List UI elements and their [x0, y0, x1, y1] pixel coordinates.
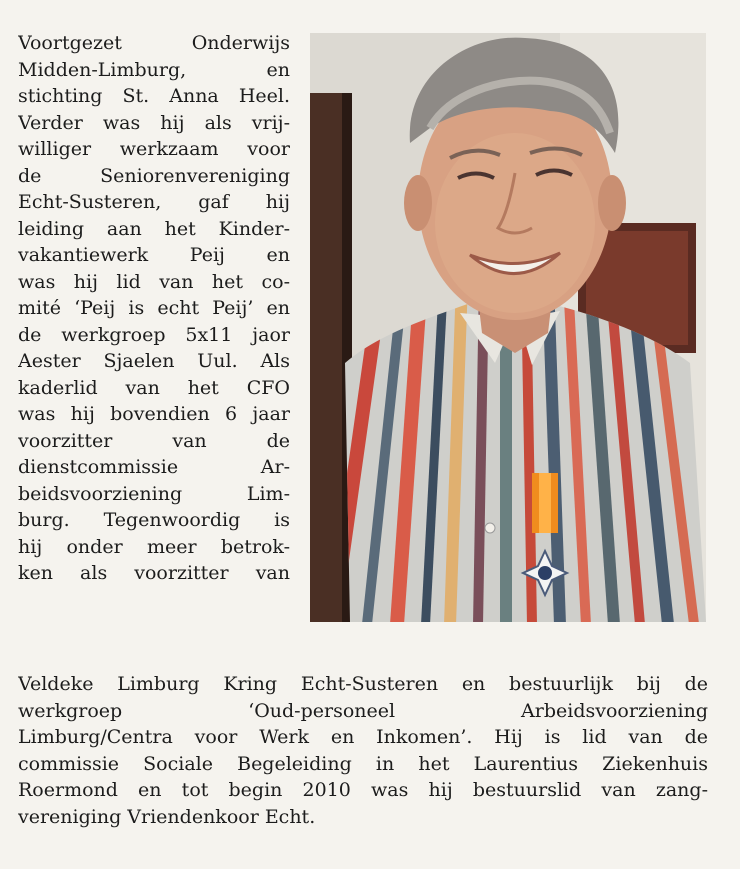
- text-line: commissie Sociale Begeleiding in het Laurentius Ziekenhuis: [18, 752, 708, 775]
- text-line: williger werkzaam voor: [18, 138, 290, 160]
- text-line: vereniging Vriendenkoor Echt.: [18, 805, 316, 828]
- portrait-photo: [310, 33, 706, 622]
- text-line: beidsvoorziening Lim-: [18, 482, 290, 505]
- text-line: werkgroep ‘Oud-personeel Arbeidsvoorziening: [18, 699, 708, 722]
- text-line: Roermond en tot begin 2010 was hij bestuurslid van zang-: [18, 779, 708, 801]
- text-line: ken als voorzitter van: [18, 562, 290, 584]
- text-line: Veldeke Limburg Kring Echt-Susteren en bestuurlijk bij de: [18, 673, 708, 695]
- article-full-width-text: [18, 671, 708, 830]
- text-line: mité ‘Peij is echt Peij’ en: [18, 297, 290, 319]
- text-line: Limburg/Centra voor Werk en Inkomen’. Hij is lid van de: [18, 726, 708, 748]
- text-line: de Seniorenvereniging: [18, 164, 290, 187]
- text-line: Echt-Susteren, gaf hij: [18, 191, 290, 213]
- text-line: vakantiewerk Peij en: [18, 244, 290, 266]
- text-line: hij onder meer betrok-: [18, 535, 290, 558]
- text-line: dienstcommissie Ar-: [18, 456, 290, 478]
- text-line: Voortgezet Onderwijs: [18, 32, 290, 54]
- text-line: leiding aan het Kinder-: [18, 217, 290, 240]
- article-column-text: [18, 30, 290, 587]
- text-line: burg. Tegenwoordig is: [18, 509, 290, 531]
- text-line: voorzitter van de: [18, 429, 290, 452]
- text-line: kaderlid van het CFO: [18, 376, 290, 399]
- text-line: was hij bovendien 6 jaar: [18, 403, 290, 425]
- text-line: was hij lid van het co-: [18, 270, 290, 293]
- text-line: Verder was hij als vrij-: [18, 111, 290, 134]
- text-line: Aester Sjaelen Uul. Als: [18, 350, 290, 372]
- text-line: de werkgroep 5x11 jaor: [18, 323, 290, 346]
- text-line: Midden-Limburg, en: [18, 58, 290, 81]
- text-line: stichting St. Anna Heel.: [18, 85, 290, 107]
